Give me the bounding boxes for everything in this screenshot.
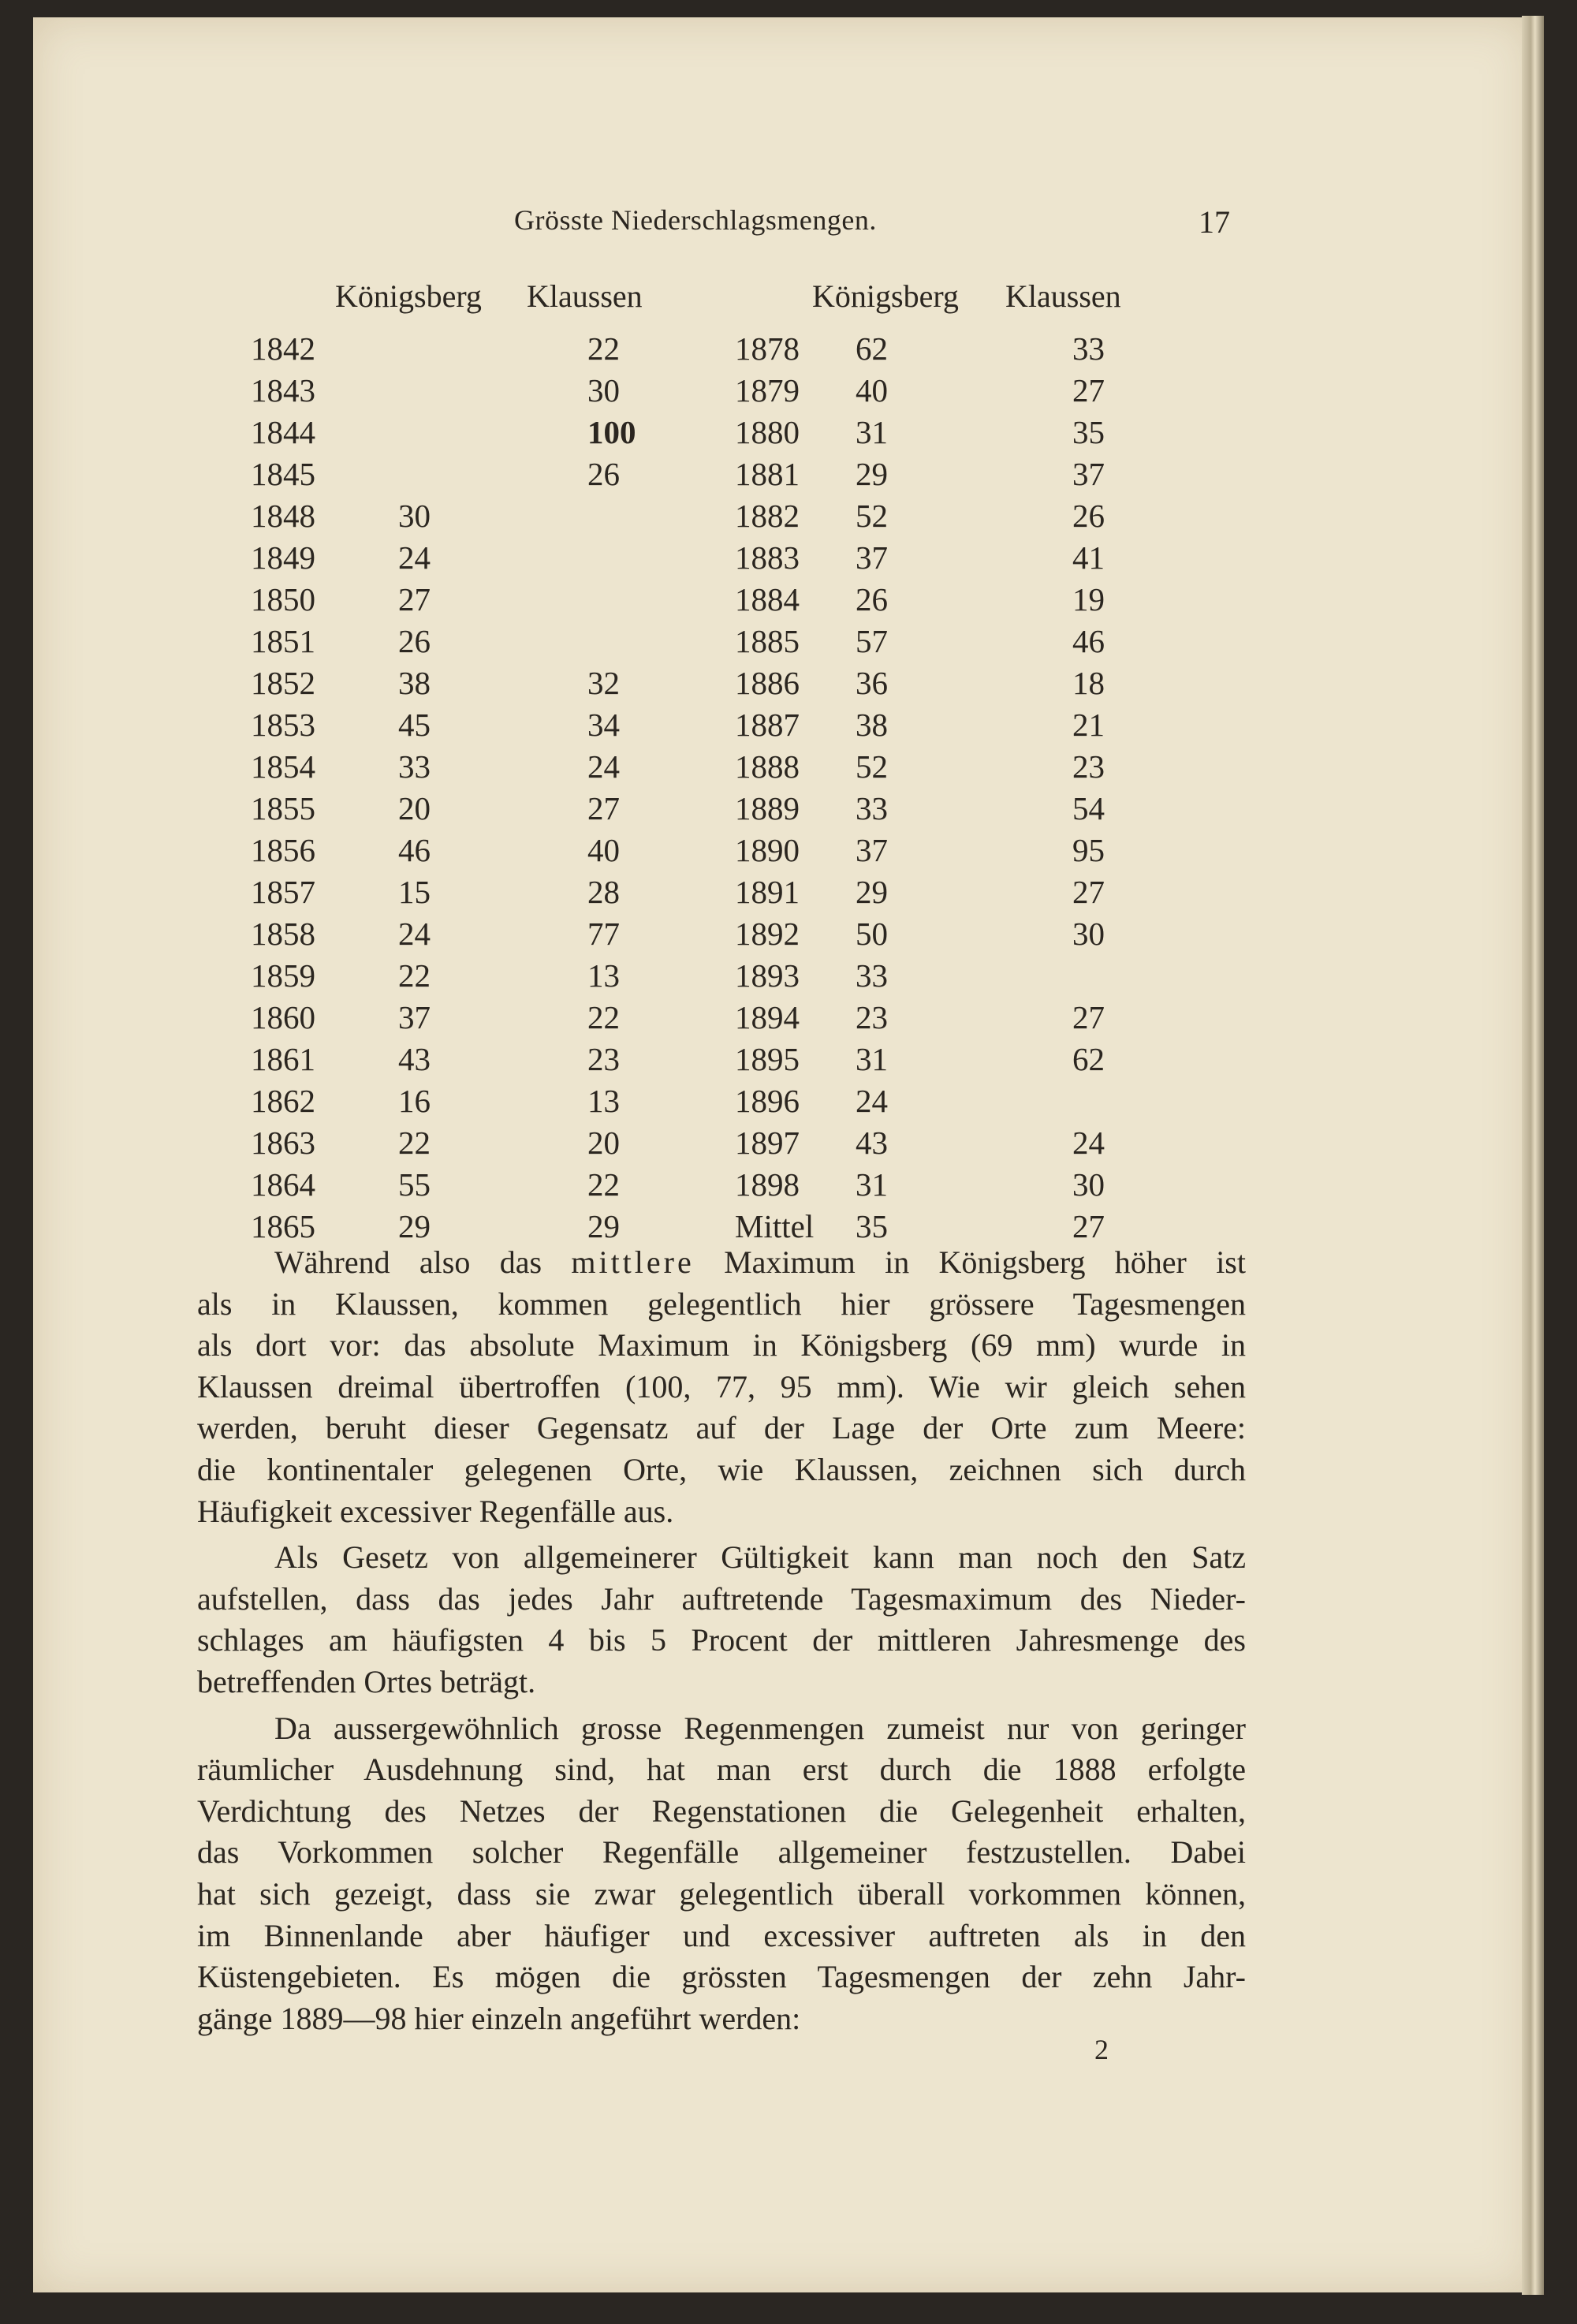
text-line: die kontinentaler gelegenen Orte, wie Klaussen, zeichnen sich durch	[197, 1451, 1246, 1487]
column-header-klaussen-left: Klaussen	[527, 278, 643, 314]
column-header-koenigsberg-left: Königsberg	[335, 278, 482, 314]
table-cell-left-koenigsberg: 29	[398, 1208, 431, 1244]
table-cell-left-year: 1864	[251, 1166, 315, 1203]
table-cell-right-klaussen: 37	[1072, 456, 1105, 492]
table-cell-right-year: 1889	[735, 790, 800, 826]
table-cell-right-koenigsberg: 33	[856, 790, 888, 826]
table-cell-left-klaussen: 22	[587, 1166, 620, 1203]
table-cell-right-year: 1890	[735, 832, 800, 868]
table-cell-left-year: 1843	[251, 372, 315, 408]
table-cell-right-koenigsberg: 29	[856, 456, 888, 492]
table-cell-right-year: Mittel	[735, 1208, 815, 1244]
table-cell-left-year: 1852	[251, 665, 315, 701]
table-cell-right-koenigsberg: 24	[856, 1083, 888, 1119]
table-cell-left-klaussen: 77	[587, 916, 620, 952]
table-cell-right-koenigsberg: 23	[856, 999, 888, 1035]
table-cell-left-koenigsberg: 15	[398, 874, 431, 910]
table-cell-right-year: 1885	[735, 623, 800, 659]
running-title: Grösste Niederschlagsmengen.	[514, 204, 877, 236]
text-line: im Binnenlande aber häufiger und excessiver auftreten als in den	[197, 1917, 1246, 1953]
table-cell-right-year: 1886	[735, 665, 800, 701]
table-cell-left-klaussen: 13	[587, 1083, 620, 1119]
table-cell-left-koenigsberg: 22	[398, 1125, 431, 1161]
body-text	[197, 1242, 1246, 2044]
table-cell-right-koenigsberg: 31	[856, 1166, 888, 1203]
paragraph	[197, 1242, 1246, 1532]
table-cell-left-klaussen: 26	[587, 456, 620, 492]
table-cell-left-year: 1842	[251, 330, 315, 367]
table-cell-right-koenigsberg: 38	[856, 707, 888, 743]
table-cell-right-koenigsberg: 57	[856, 623, 888, 659]
table-cell-right-koenigsberg: 37	[856, 832, 888, 868]
text-line: hat sich gezeigt, dass sie zwar gelegentlich überall vorkommen können,	[197, 1875, 1246, 1912]
table-cell-right-year: 1893	[735, 957, 800, 994]
table-cell-right-klaussen: 26	[1072, 498, 1105, 534]
table-cell-right-klaussen: 27	[1072, 999, 1105, 1035]
table-cell-left-koenigsberg: 30	[398, 498, 431, 534]
table-cell-right-klaussen: 19	[1072, 581, 1105, 617]
table-cell-left-year: 1865	[251, 1208, 315, 1244]
text-line: Klaussen dreimal übertroffen (100, 77, 95 mm). Wie wir gleich sehen	[197, 1368, 1246, 1404]
table-cell-right-koenigsberg: 52	[856, 498, 888, 534]
table-cell-right-year: 1883	[735, 539, 800, 576]
table-cell-left-year: 1848	[251, 498, 315, 534]
table-cell-left-year: 1861	[251, 1041, 315, 1077]
paragraph	[197, 1537, 1246, 1703]
table-cell-right-year: 1882	[735, 498, 800, 534]
table-cell-right-koenigsberg: 43	[856, 1125, 888, 1161]
table-cell-right-year: 1894	[735, 999, 800, 1035]
table-cell-right-year: 1892	[735, 916, 800, 952]
table-cell-left-klaussen: 28	[587, 874, 620, 910]
table-cell-right-year: 1879	[735, 372, 800, 408]
table-cell-left-year: 1863	[251, 1125, 315, 1161]
table-cell-left-year: 1858	[251, 916, 315, 952]
text-line: als in Klaussen, kommen gelegentlich hier grössere Tagesmengen	[197, 1285, 1246, 1322]
table-cell-left-year: 1851	[251, 623, 315, 659]
table-cell-left-koenigsberg: 24	[398, 539, 431, 576]
text-line: Da aussergewöhnlich grosse Regenmengen zumeist nur von geringer	[274, 1710, 1246, 1746]
table-cell-right-year: 1891	[735, 874, 800, 910]
table-cell-right-koenigsberg: 36	[856, 665, 888, 701]
table-cell-right-year: 1887	[735, 707, 800, 743]
table-cell-left-koenigsberg: 43	[398, 1041, 431, 1077]
table-cell-right-year: 1884	[735, 581, 800, 617]
table-cell-right-klaussen: 46	[1072, 623, 1105, 659]
table-cell-left-klaussen: 30	[587, 372, 620, 408]
table-cell-left-klaussen: 23	[587, 1041, 620, 1077]
table-cell-right-klaussen: 54	[1072, 790, 1105, 826]
table-cell-left-year: 1853	[251, 707, 315, 743]
table-cell-left-koenigsberg: 37	[398, 999, 431, 1035]
table-cell-left-year: 1857	[251, 874, 315, 910]
text-line: betreffenden Ortes beträgt.	[197, 1663, 536, 1699]
table-cell-left-year: 1856	[251, 832, 315, 868]
table-cell-right-klaussen: 30	[1072, 1166, 1105, 1203]
table-cell-right-klaussen: 33	[1072, 330, 1105, 367]
table-cell-right-klaussen: 35	[1072, 414, 1105, 450]
table-cell-left-year: 1860	[251, 999, 315, 1035]
table-cell-left-koenigsberg: 26	[398, 623, 431, 659]
table-cell-right-klaussen: 23	[1072, 748, 1105, 785]
table-cell-right-klaussen: 27	[1072, 1208, 1105, 1244]
table-cell-left-year: 1859	[251, 957, 315, 994]
text-line: Während also das mittlere Maximum in Königsberg höher ist	[274, 1244, 1246, 1280]
table-cell-right-klaussen: 30	[1072, 916, 1105, 952]
text-line: das Vorkommen solcher Regenfälle allgemeiner festzustellen. Dabei	[197, 1834, 1246, 1871]
table-cell-left-koenigsberg: 38	[398, 665, 431, 701]
table-cell-left-koenigsberg: 27	[398, 581, 431, 617]
table-cell-right-klaussen: 18	[1072, 665, 1105, 701]
table-cell-right-klaussen: 41	[1072, 539, 1105, 576]
table-cell-right-klaussen: 62	[1072, 1041, 1105, 1077]
column-header-koenigsberg-right: Königsberg	[812, 278, 959, 314]
table-cell-right-klaussen: 27	[1072, 874, 1105, 910]
table-cell-left-koenigsberg: 45	[398, 707, 431, 743]
text-line: schlages am häufigsten 4 bis 5 Procent der mittleren Jahresmenge des	[197, 1622, 1246, 1658]
table-cell-left-koenigsberg: 55	[398, 1166, 431, 1203]
table-cell-right-koenigsberg: 52	[856, 748, 888, 785]
table-cell-right-koenigsberg: 31	[856, 1041, 888, 1077]
table-cell-left-year: 1845	[251, 456, 315, 492]
table-cell-left-koenigsberg: 20	[398, 790, 431, 826]
page-edges	[1522, 16, 1544, 2295]
table-cell-left-klaussen: 22	[587, 999, 620, 1035]
table-cell-right-year: 1898	[735, 1166, 800, 1203]
table-cell-right-year: 1878	[735, 330, 800, 367]
table-cell-left-klaussen: 27	[587, 790, 620, 826]
table-cell-right-koenigsberg: 35	[856, 1208, 888, 1244]
paragraph	[197, 1708, 1246, 2040]
table-cell-left-year: 1850	[251, 581, 315, 617]
text-line: als dort vor: das absolute Maximum in Königsberg (69 mm) wurde in	[197, 1327, 1246, 1363]
table-cell-right-koenigsberg: 50	[856, 916, 888, 952]
table-cell-left-year: 1862	[251, 1083, 315, 1119]
table-cell-right-year: 1881	[735, 456, 800, 492]
signature-mark: 2	[1094, 2034, 1109, 2065]
spaced-emphasis: mittlere	[571, 1244, 695, 1280]
table-cell-left-koenigsberg: 16	[398, 1083, 431, 1119]
table-cell-right-koenigsberg: 31	[856, 414, 888, 450]
table-cell-right-koenigsberg: 26	[856, 581, 888, 617]
table-cell-right-koenigsberg: 37	[856, 539, 888, 576]
table-cell-right-klaussen: 24	[1072, 1125, 1105, 1161]
table-cell-left-klaussen: 34	[587, 707, 620, 743]
table-cell-left-klaussen: 13	[587, 957, 620, 994]
text-line: räumlicher Ausdehnung sind, hat man erst durch die 1888 erfolgte	[197, 1751, 1246, 1788]
table-cell-right-koenigsberg: 29	[856, 874, 888, 910]
table-cell-right-klaussen: 27	[1072, 372, 1105, 408]
text-line: gänge 1889—98 hier einzeln angeführt werden:	[197, 2000, 801, 2036]
table-cell-left-klaussen: 24	[587, 748, 620, 785]
table-cell-left-koenigsberg: 24	[398, 916, 431, 952]
column-header-klaussen-right: Klaussen	[1005, 278, 1121, 314]
table-cell-left-year: 1844	[251, 414, 315, 450]
table-cell-left-koenigsberg: 22	[398, 957, 431, 994]
table-cell-left-koenigsberg: 33	[398, 748, 431, 785]
table-cell-right-year: 1888	[735, 748, 800, 785]
table-cell-right-year: 1895	[735, 1041, 800, 1077]
table-cell-left-klaussen: 22	[587, 330, 620, 367]
table-cell-right-koenigsberg: 33	[856, 957, 888, 994]
text-line: aufstellen, dass das jedes Jahr auftretende Tagesmaximum des Nieder-	[197, 1580, 1246, 1617]
table-cell-left-klaussen: 29	[587, 1208, 620, 1244]
text-line: Häufigkeit excessiver Regenfälle aus.	[197, 1493, 674, 1529]
table-cell-left-klaussen: 100	[587, 414, 636, 450]
text-line: Als Gesetz von allgemeinerer Gültigkeit kann man noch den Satz	[274, 1539, 1246, 1576]
table-cell-left-klaussen: 20	[587, 1125, 620, 1161]
text-line: werden, beruht dieser Gegensatz auf der Lage der Orte zum Meere:	[197, 1410, 1246, 1446]
table-cell-right-year: 1880	[735, 414, 800, 450]
table-cell-right-klaussen: 21	[1072, 707, 1105, 743]
table-cell-right-koenigsberg: 40	[856, 372, 888, 408]
text-line: Verdichtung des Netzes der Regenstationen die Gelegenheit erhalten,	[197, 1792, 1246, 1829]
table-cell-left-year: 1855	[251, 790, 315, 826]
table-cell-left-koenigsberg: 46	[398, 832, 431, 868]
table-cell-left-klaussen: 40	[587, 832, 620, 868]
page-number: 17	[1199, 204, 1230, 240]
table-cell-left-year: 1854	[251, 748, 315, 785]
table-cell-right-koenigsberg: 62	[856, 330, 888, 367]
table-cell-right-year: 1897	[735, 1125, 800, 1161]
table-cell-right-year: 1896	[735, 1083, 800, 1119]
table-cell-right-klaussen: 95	[1072, 832, 1105, 868]
table-cell-left-klaussen: 32	[587, 665, 620, 701]
table-cell-left-year: 1849	[251, 539, 315, 576]
text-line: Küstengebieten. Es mögen die grössten Tagesmengen der zehn Jahr-	[197, 1959, 1246, 1995]
